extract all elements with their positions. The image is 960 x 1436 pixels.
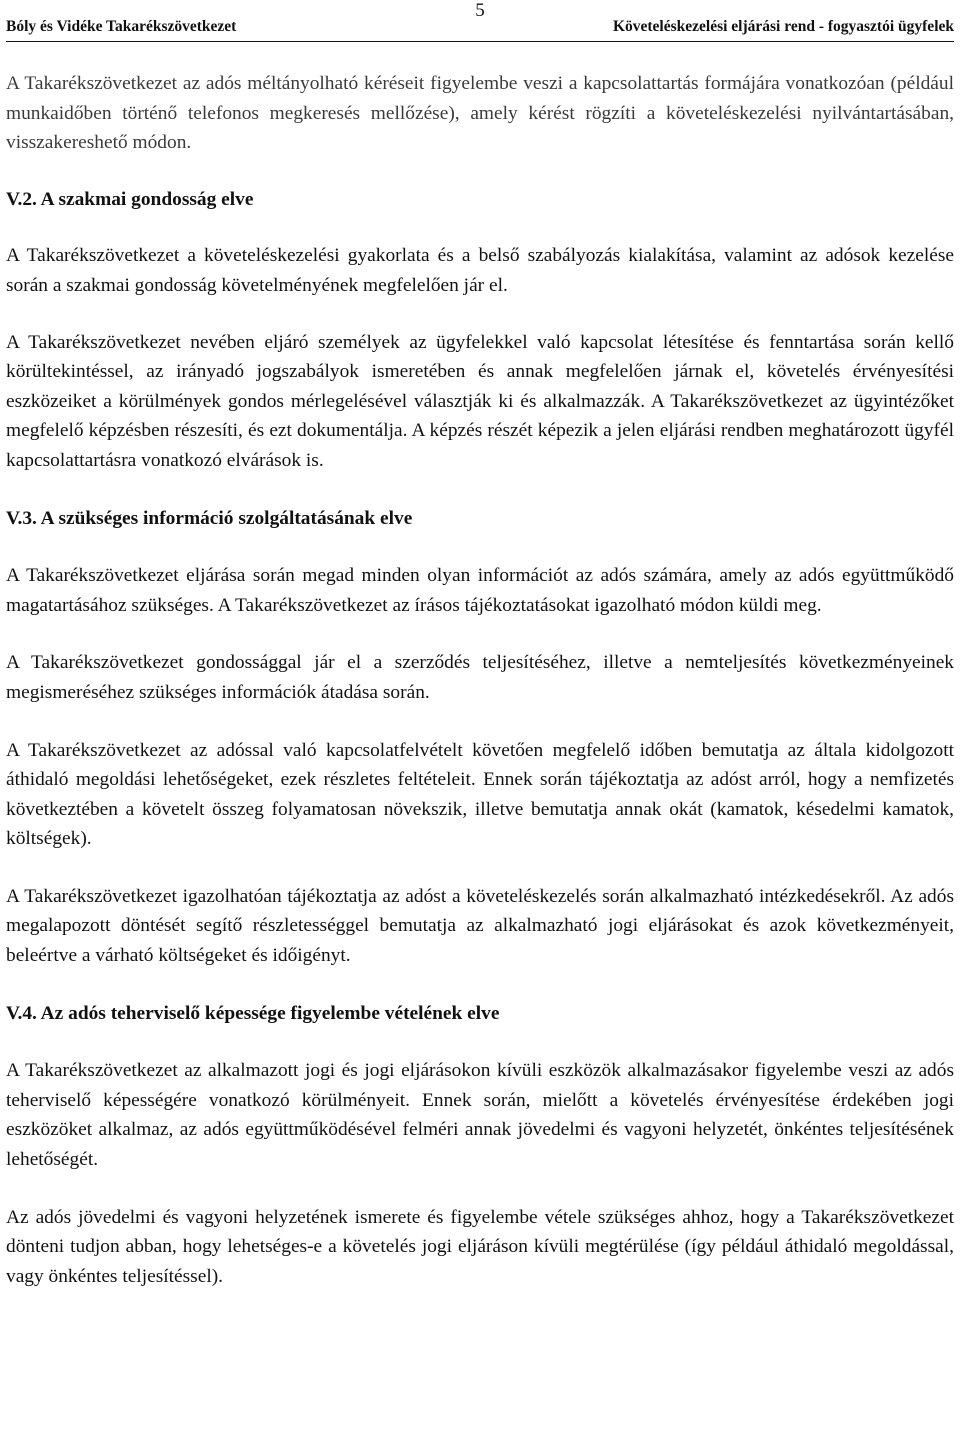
paragraph: A Takarékszövetkezet gondossággal jár el a szerződés teljesítéséhez, illetve a nemteljesítés következményeinek megismeréséhez szükséges információk átadása során. [6, 652, 954, 703]
section-heading: V.4. Az adós teherviselő képessége figyelembe vételének elve [6, 1002, 500, 1024]
section-heading: V.3. A szükséges információ szolgáltatásának elve [6, 507, 413, 529]
paragraph: A Takarékszövetkezet nevében eljáró személyek az ügyfelekkel való kapcsolat létesítése és fenntartása során kellő körültekintéssel, az irányadó jogszabályok ismeretében és annak megfelelően járnak el, követelés érvényesítési eszközeiket a körülmények gondos mérlegelésével választják ki és alkalmazzák. A Takarékszövetkezet az ügyintézőket megfelelő képzésben részesíti, és ezt dokumentálja. A képzés részét képezik a jelen eljárási rendben meghatározott ügyfél kapcsolattartásra vonatkozó elvárások is. [6, 331, 954, 471]
paragraph: A Takarékszövetkezet az alkalmazott jogi és jogi eljárásokon kívüli eszközök alkalmazásakor figyelembe veszi az adós teherviselő képességére vonatkozó körülményeit. Ennek során, mielőtt a követelés érvényesítése érdekében jogi eszközöket alkalmaz, az adós együttműködésével felméri annak jövedelmi és vagyoni helyzetét, önkéntes teljesítésének lehetőségét. [6, 1060, 954, 1171]
header-organization: Bóly és Vidéke Takarékszövetkezet [6, 18, 237, 35]
paragraph: A Takarékszövetkezet az adós méltányolható kéréseit figyelembe veszi a kapcsolattartás formájára vonatkozóan (például munkaidőben történő telefonos megkeresés mellőzése), amely kérést rögzíti a követeléskezelési nyilvántartásában, visszakereshető módon. [6, 73, 954, 154]
paragraph: A Takarékszövetkezet az adóssal való kapcsolatfelvételt követően megfelelő időben bemutatja az általa kidolgozott áthidaló megoldási lehetőségeket, ezek részletes feltételeit. Ennek során tájékoztatja az adóst arról, hogy a nemfizetés következtében a követelt összeg folyamatosan növekszik, illetve bemutatja annak okát (kamatok, késedelmi kamatok, költségek). [6, 739, 954, 850]
paragraph: A Takarékszövetkezet igazolhatóan tájékoztatja az adóst a követeléskezelés során alkalmazható intézkedésekről. Az adós megalapozott döntését segítő részletességgel bemutatja az alkalmazható jogi eljárásokat és azok következményeit, beleértve a várható költségeket és időigényt. [6, 885, 954, 967]
running-header [6, 18, 954, 36]
paragraph: A Takarékszövetkezet a követeléskezelési gyakorlata és a belső szabályozás kialakítása, valamint az adósok kezelése során a szakmai gondosság követelményének megfelelően jár el. [6, 245, 954, 296]
page-number: 5 [475, 0, 485, 21]
header-document-title: Követeléskezelési eljárási rend - fogyasztói ügyfelek [612, 18, 954, 35]
document-body [6, 69, 954, 1291]
header-rule [6, 41, 954, 42]
paragraph: A Takarékszövetkezet eljárása során megad minden olyan információt az adós számára, amely az adós együttműködő magatartásához szükséges. A Takarékszövetkezet az írásos tájékoztatásokat igazolható módon küldi meg. [6, 565, 954, 616]
section-heading: V.2. A szakmai gondosság elve [6, 188, 254, 210]
paragraph: Az adós jövedelmi és vagyoni helyzetének ismerete és figyelembe vétele szükséges ahhoz, hogy a Takarékszövetkezet dönteni tudjon abban, hogy lehetséges-e a követelés jogi eljáráson kívüli megtérülése (így például áthidaló megoldással, vagy önkéntes teljesítéssel). [6, 1206, 954, 1287]
